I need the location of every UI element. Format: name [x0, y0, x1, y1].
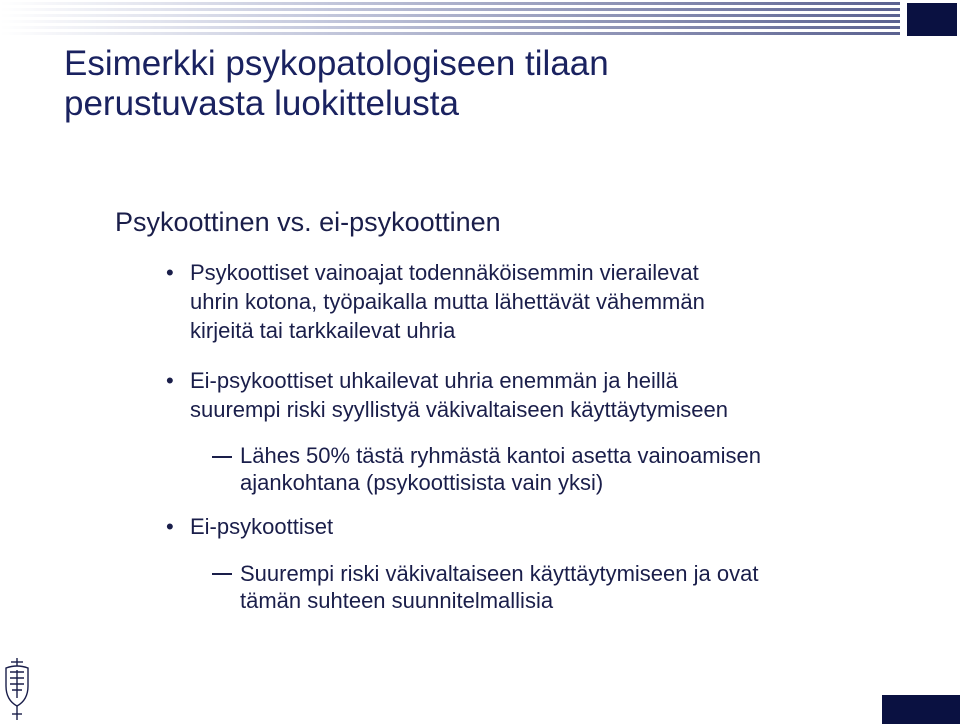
- bullet-marker: •: [166, 260, 174, 285]
- dash-marker: [212, 456, 232, 458]
- title-line-2: perustuvasta luokittelusta: [64, 84, 459, 123]
- bullet-marker: •: [166, 514, 174, 539]
- bullet-text-line: suurempi riski syyllistyä väkivaltaiseen käyttäytymiseen: [190, 397, 728, 422]
- sub-bullet-weapon: [240, 442, 890, 496]
- bullet-text-line: Psykoottiset vainoajat todennäköisemmin vierailevat: [190, 260, 699, 285]
- bullet-text-line: uhrin kotona, työpaikalla mutta lähettävät vähemmän: [190, 289, 705, 314]
- sub-bullet-text-line: Suurempi riski väkivaltaiseen käyttäytymiseen ja ovat: [240, 561, 759, 586]
- bullet-text-line: kirjeitä tai tarkkailevat uhria: [190, 318, 456, 343]
- bottom-corner-decoration: [882, 695, 960, 724]
- coat-of-arms-icon: [2, 656, 32, 722]
- sub-bullet-risk: [240, 560, 890, 614]
- slide-subheading: Psykoottinen vs. ei-psykoottinen: [115, 207, 501, 237]
- title-line-1: Esimerkki psykopatologiseen tilaan: [64, 44, 609, 83]
- bullet-psychotic: [190, 258, 890, 345]
- corner-square-decoration: [907, 3, 957, 36]
- sub-bullet-text-line: ajankohtana (psykoottisista vain yksi): [240, 470, 604, 495]
- sub-bullet-text-line: Lähes 50% tästä ryhmästä kantoi asetta vainoamisen: [240, 443, 761, 468]
- header-stripe-decoration: [0, 0, 900, 36]
- bullet-non-psychotic-2: Ei-psykoottiset: [190, 514, 334, 539]
- sub-bullet-text-line: tämän suhteen suunnitelmallisia: [240, 588, 554, 613]
- bullet-marker: •: [166, 368, 174, 393]
- bullet-text-line: Ei-psykoottiset uhkailevat uhria enemmän ja heillä: [190, 368, 678, 393]
- slide-title: [64, 44, 609, 124]
- dash-marker: [212, 573, 232, 575]
- bullet-non-psychotic: [190, 366, 890, 424]
